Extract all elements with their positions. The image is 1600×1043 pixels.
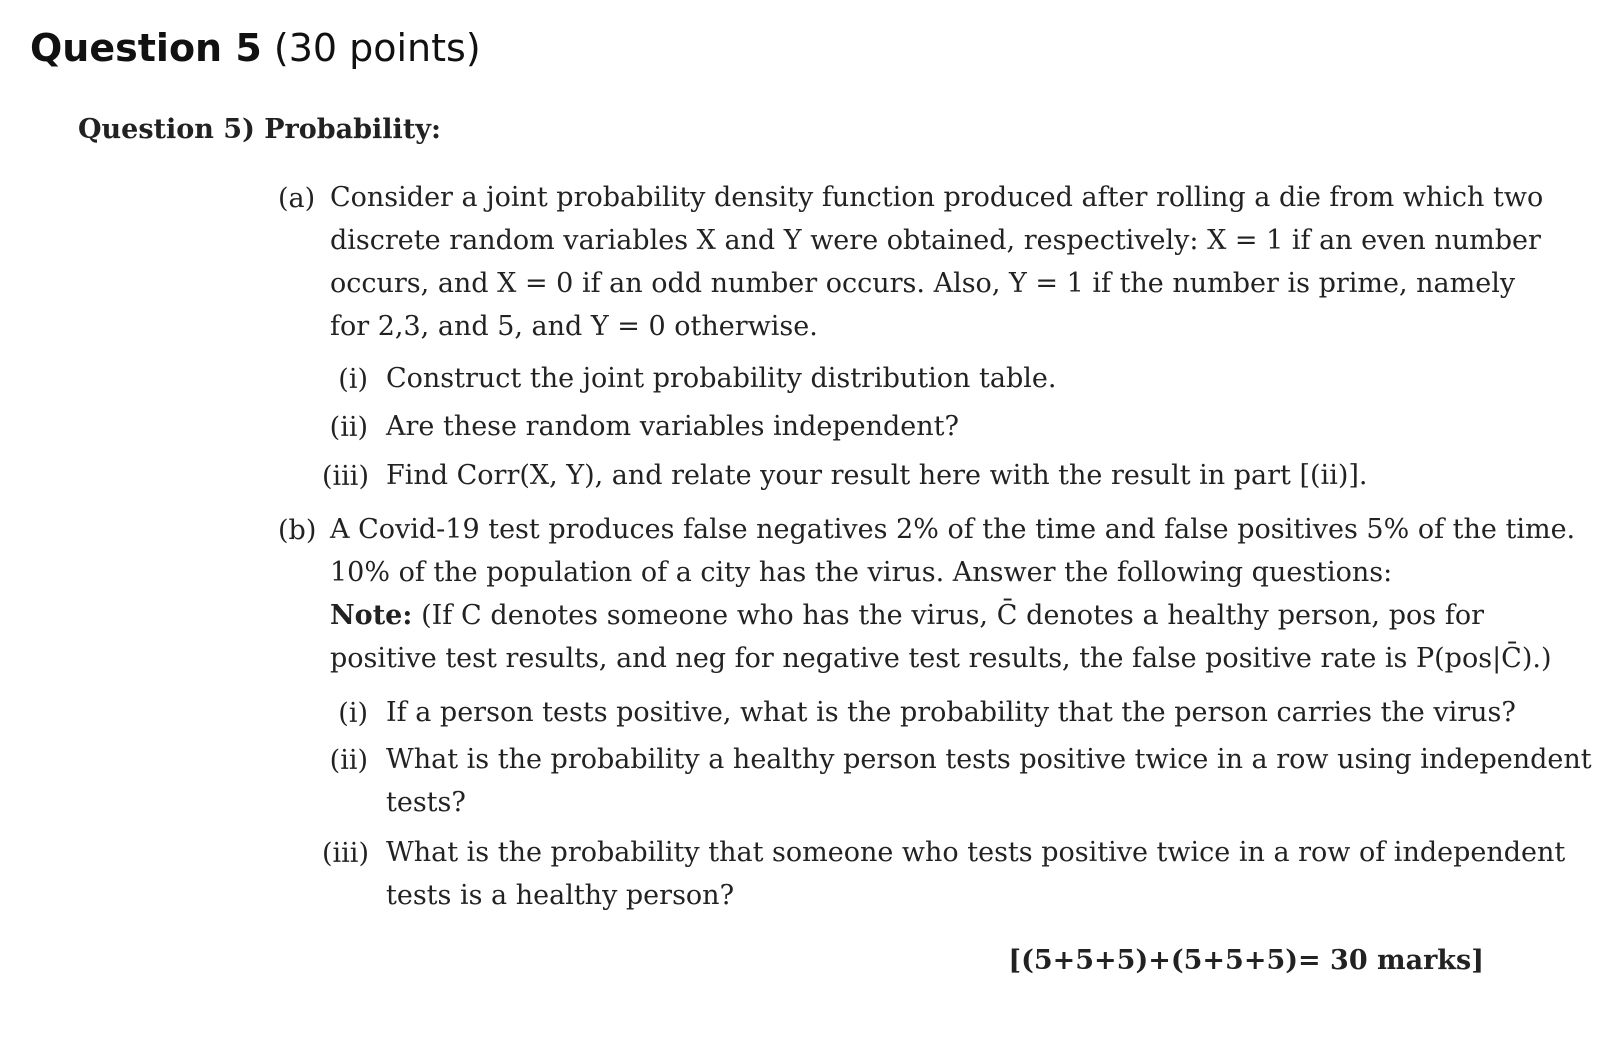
part-a-label: (a) <box>278 183 316 214</box>
part-b-ii-line: tests? <box>386 787 466 818</box>
part-b-line: A Covid-19 test produces false negatives 2% of the time and false positives 5% of the time. <box>330 514 1576 545</box>
part-a-ii-text: Are these random variables independent? <box>386 411 959 442</box>
part-b-iii-line: tests is a healthy person? <box>386 880 735 911</box>
note-line-2: positive test results, and neg for negative test results, the false positive rate is P(pos|C̄).) <box>330 643 1552 674</box>
part-b-line: 10% of the population of a city has the virus. Answer the following questions: <box>330 557 1393 588</box>
part-a-line: discrete random variables X and Y were obtained, respectively: X = 1 if an even number <box>330 225 1541 256</box>
part-a-ii-label: (ii) <box>329 412 368 443</box>
part-b-iii-line: What is the probability that someone who tests positive twice in a row of independent <box>386 837 1566 868</box>
part-a-i-label: (i) <box>338 364 368 395</box>
part-b-ii-label: (ii) <box>329 745 368 776</box>
part-b-ii-text <box>386 738 1592 824</box>
part-b-iii-text <box>386 831 1565 917</box>
note-line-1: (If C denotes someone who has the virus, C̄ denotes a healthy person, pos for <box>421 600 1484 631</box>
part-b-note-line <box>330 594 1484 637</box>
part-b-i-text: If a person tests positive, what is the probability that the person carries the virus? <box>386 697 1516 728</box>
note-label: Note: <box>330 600 413 631</box>
question-points: (30 points) <box>273 26 481 70</box>
part-b-label: (b) <box>278 515 317 546</box>
part-a-iii-label: (iii) <box>322 461 369 492</box>
marks-summary: [(5+5+5)+(5+5+5)= 30 marks] <box>1008 945 1484 976</box>
part-b-text <box>330 508 1576 594</box>
part-b-iii-label: (iii) <box>322 838 369 869</box>
part-a-text <box>330 176 1544 348</box>
part-b-i-label: (i) <box>338 698 368 729</box>
question-heading: Question 5 <box>30 26 262 70</box>
part-a-line: Consider a joint probability density function produced after rolling a die from which two <box>330 182 1544 213</box>
part-a-iii-text: Find Corr(X, Y), and relate your result here with the result in part [(ii)]. <box>386 460 1368 491</box>
page-header <box>30 26 481 70</box>
part-a-line: occurs, and X = 0 if an odd number occurs. Also, Y = 1 if the number is prime, namely <box>330 268 1516 299</box>
part-a-i-text: Construct the joint probability distribution table. <box>386 363 1057 394</box>
part-a-line: for 2,3, and 5, and Y = 0 otherwise. <box>330 311 818 342</box>
question-title: Question 5) Probability: <box>78 114 441 145</box>
part-b-ii-line: What is the probability a healthy person tests positive twice in a row using independent <box>386 744 1592 775</box>
part-b-note <box>330 594 1552 680</box>
